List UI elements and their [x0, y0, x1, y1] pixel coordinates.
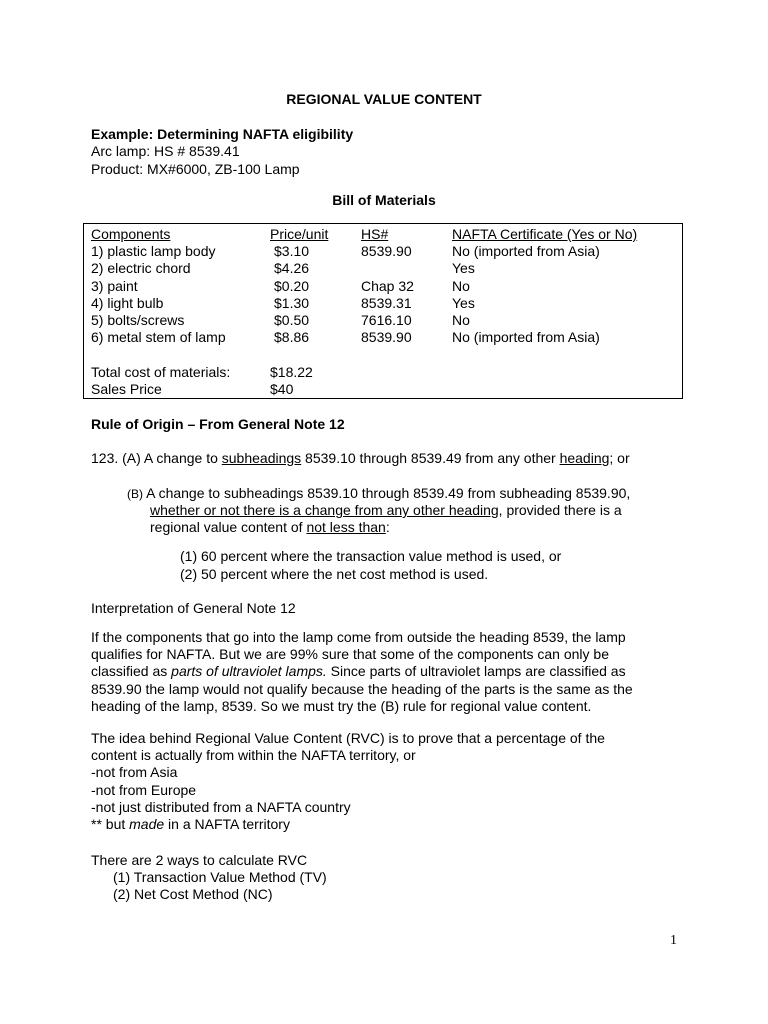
bom-row-nafta: Yes: [452, 260, 475, 276]
bom-row-nafta: No (imported from Asia): [452, 243, 600, 259]
bom-total-label: Total cost of materials:: [91, 364, 231, 380]
product-line: Product: MX#6000, ZB-100 Lamp: [91, 161, 300, 177]
interp-p2-line: -not from Asia: [91, 764, 178, 780]
rule-b-line-1: (B) A change to subheadings 8539.10 through 8539.49 from subheading 8539.90,: [127, 485, 631, 501]
bom-header-price: Price/unit: [270, 226, 329, 242]
rule-heading: Rule of Origin – From General Note 12: [91, 416, 345, 432]
bom-header-hs: HS#: [361, 226, 389, 242]
rule-item-1: (1) 60 percent where the transaction value method is used, or: [180, 548, 562, 564]
bom-row-hs: 7616.10: [361, 312, 412, 328]
bom-row-price: $8.86: [274, 329, 310, 345]
interp-p2-line: -not just distributed from a NAFTA country: [91, 799, 351, 815]
interp-p3-line: (1) Transaction Value Method (TV): [113, 869, 327, 885]
bom-row-hs: 8539.31: [361, 295, 412, 311]
interp-p2-line: content is actually from within the NAFTA territory, or: [91, 747, 416, 763]
bom-row-hs: 8539.90: [361, 329, 412, 345]
page-number: 1: [670, 933, 677, 948]
bom-row-component: 3) paint: [91, 278, 138, 294]
rule-b-marker: (B): [127, 487, 143, 501]
bom-row-component: 4) light bulb: [91, 295, 164, 311]
rule-a-line: 123. (A) A change to subheadings 8539.10 through 8539.49 from any other heading; or: [91, 450, 630, 466]
bom-row-price: $3.10: [274, 243, 310, 259]
bom-row-hs: 8539.90: [361, 243, 412, 259]
bom-row-price: $1.30: [274, 295, 310, 311]
bom-row-nafta: No: [452, 312, 470, 328]
bom-row-nafta: Yes: [452, 295, 475, 311]
interp-p1-line: 8539.90 the lamp would not qualify because the heading of the parts is the same as the: [91, 681, 633, 697]
bom-row-nafta: No (imported from Asia): [452, 329, 600, 345]
interp-p2-line: The idea behind Regional Value Content (RVC) is to prove that a percentage of the: [91, 730, 605, 746]
interp-p3-line: There are 2 ways to calculate RVC: [91, 852, 308, 868]
rule-item-2: (2) 50 percent where the net cost method is used.: [180, 566, 489, 582]
bom-row-component: 6) metal stem of lamp: [91, 329, 226, 345]
rule-b-line-3: regional value content of not less than:: [150, 519, 390, 535]
bom-row-hs: Chap 32: [361, 278, 414, 294]
interp-p1-line: If the components that go into the lamp come from outside the heading 8539, the lamp: [91, 629, 626, 645]
bom-row-component: 5) bolts/screws: [91, 312, 185, 328]
interp-p2-line: ** but made in a NAFTA territory: [91, 816, 290, 832]
bom-total-value: $18.22: [270, 364, 313, 380]
bom-row-price: $0.20: [274, 278, 310, 294]
interp-p1-line: qualifies for NAFTA. But we are 99% sure that some of the components can only be: [91, 646, 610, 662]
example-heading: Example: Determining NAFTA eligibility: [91, 126, 354, 142]
bom-row-price: $4.26: [274, 260, 310, 276]
interp-p1-line: classified as parts of ultraviolet lamps. Since parts of ultraviolet lamps are classified as: [91, 663, 626, 679]
interp-p1-line: heading of the lamp, 8539. So we must try the (B) rule for regional value content.: [91, 698, 592, 714]
interp-p2-line: -not from Europe: [91, 782, 197, 798]
bom-sales-value: $40: [270, 381, 294, 397]
rule-b-line-2: whether or not there is a change from any other heading, provided there is a: [150, 502, 622, 518]
arc-lamp-line: Arc lamp: HS # 8539.41: [91, 143, 240, 159]
bom-row-component: 1) plastic lamp body: [91, 243, 216, 259]
interpretation-heading: Interpretation of General Note 12: [91, 600, 296, 616]
interp-p3-line: (2) Net Cost Method (NC): [113, 886, 273, 902]
page-title: REGIONAL VALUE CONTENT: [286, 91, 482, 107]
bom-header-components: Components: [91, 226, 171, 242]
bom-sales-label: Sales Price: [91, 381, 162, 397]
bom-row-nafta: No: [452, 278, 470, 294]
bom-header-nafta: NAFTA Certificate (Yes or No): [452, 226, 638, 242]
bom-row-component: 2) electric chord: [91, 260, 191, 276]
bom-row-price: $0.50: [274, 312, 310, 328]
bom-heading: Bill of Materials: [332, 192, 436, 208]
